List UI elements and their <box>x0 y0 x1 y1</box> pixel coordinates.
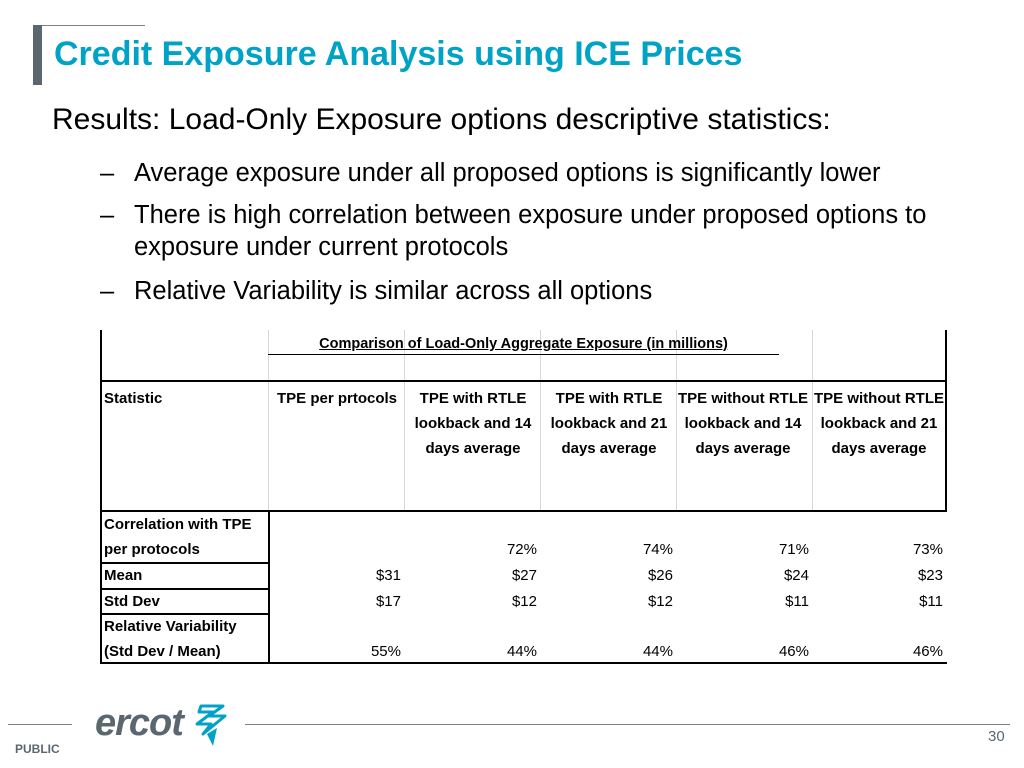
title-accent-line <box>33 25 145 26</box>
row-label: Correlation with TPE per protocols <box>104 516 252 558</box>
footer-rule-left <box>8 724 72 725</box>
footer-rule-right <box>245 724 1010 725</box>
table-cell: $31 <box>375 567 401 584</box>
table-cell: 46% <box>912 643 943 660</box>
table-cell: 72% <box>506 541 537 558</box>
row-label: Mean <box>104 567 143 584</box>
ercot-logo <box>95 702 183 745</box>
table-border-right-mid <box>945 380 947 510</box>
exposure-table <box>100 330 947 666</box>
header-cell: TPE without RTLE lookback and 14 days average <box>678 390 808 457</box>
classification-label: PUBLIC <box>15 742 60 756</box>
bullet-item <box>100 275 1000 307</box>
slide-subtitle: Results: Load-Only Exposure options descriptive statistics: <box>52 103 831 136</box>
header-top-rule <box>100 380 947 382</box>
table-cell: $11 <box>785 593 809 610</box>
header-cell: TPE with RTLE lookback and 14 days average <box>414 390 532 457</box>
title-accent-bar <box>33 25 42 85</box>
table-cell: $26 <box>647 567 673 584</box>
table-cell: 73% <box>912 541 943 558</box>
table-cell: 44% <box>642 643 673 660</box>
bullet-list <box>100 157 1000 317</box>
table-cell: $17 <box>375 593 401 610</box>
logo-text: ercot <box>95 702 183 744</box>
bullet-text: There is high correlation between exposure under proposed options to exposure under current protocols <box>134 201 927 261</box>
table-cell: $12 <box>647 593 673 610</box>
row-label: Relative Variability (Std Dev / Mean) <box>104 618 237 660</box>
bullet-marker: – <box>100 201 115 229</box>
header-statistic: Statistic <box>104 390 163 407</box>
bullet-text: Relative Variability is similar across all options <box>134 277 653 305</box>
col-divider <box>812 330 813 510</box>
bullet-item <box>100 199 1000 263</box>
row-label: Std Dev <box>104 593 160 610</box>
bullet-marker: – <box>100 159 115 187</box>
bullet-marker: – <box>100 277 115 305</box>
table-cell: $24 <box>783 567 809 584</box>
bullet-text: Average exposure under all proposed options is significantly lower <box>134 159 881 187</box>
bullet-item <box>100 157 1000 189</box>
table-caption: Comparison of Load-Only Aggregate Exposure (in millions) <box>319 336 728 352</box>
table-cell: 71% <box>778 541 809 558</box>
table-cell: $11 <box>919 593 943 610</box>
bolt-icon <box>193 704 227 748</box>
table-cell: $12 <box>511 593 537 610</box>
header-cell: TPE without RTLE lookback and 21 days average <box>814 390 944 457</box>
table-cell: 46% <box>778 643 809 660</box>
page-number: 30 <box>988 728 1005 745</box>
table-cell: 74% <box>642 541 673 558</box>
slide-title: Credit Exposure Analysis using ICE Prices <box>54 35 743 73</box>
header-cell: TPE with RTLE lookback and 21 days average <box>550 390 668 457</box>
header-cell: TPE per prtocols <box>276 390 398 407</box>
table-cell: 44% <box>506 643 537 660</box>
table-cell: $27 <box>511 567 537 584</box>
table-cell: $23 <box>917 567 943 584</box>
table-cell: 55% <box>370 643 401 660</box>
table-border-right-top <box>945 330 947 380</box>
